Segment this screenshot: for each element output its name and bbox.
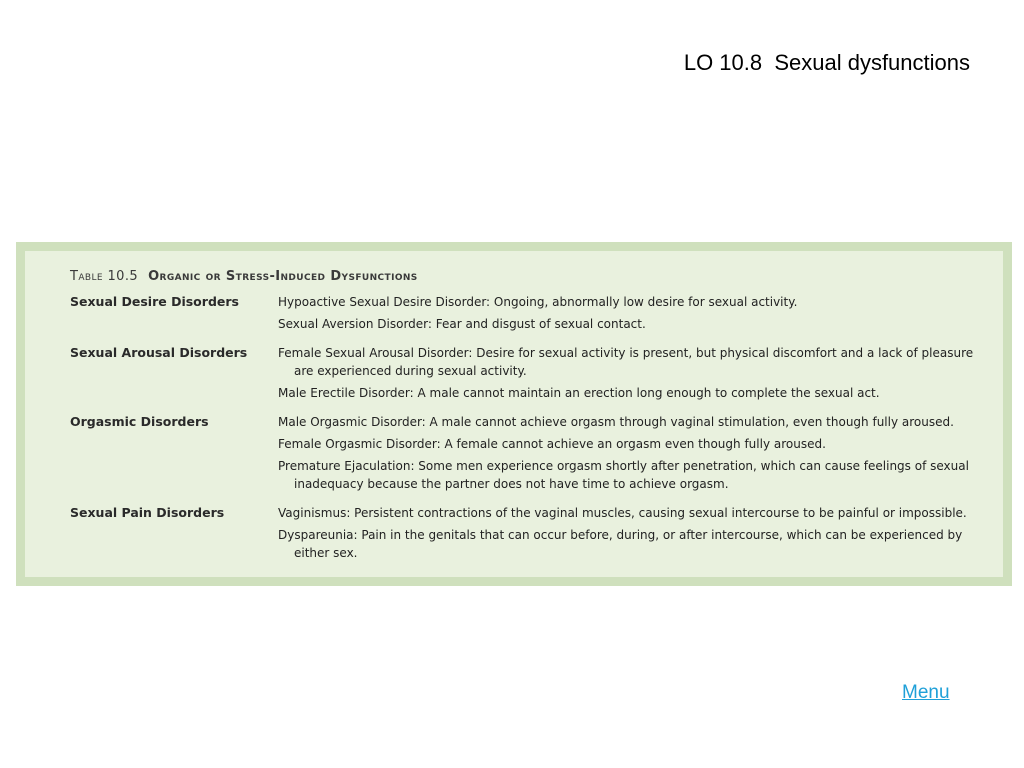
table-row-orgasmic	[70, 413, 1003, 497]
category-label: Sexual Pain Disorders	[70, 505, 225, 520]
category-label: Orgasmic Disorders	[70, 414, 209, 429]
category-items	[278, 413, 1003, 497]
table-figure	[16, 242, 1012, 586]
category-label: Sexual Desire Disorders	[70, 294, 239, 309]
disorder-item: Vaginismus: Persistent contractions of the vaginal muscles, causing sexual intercourse to be painful or impossible.	[278, 506, 967, 520]
disorder-item: Dyspareunia: Pain in the genitals that can occur before, during, or after intercourse, which can be experienced by either sex.	[278, 528, 963, 560]
table-caption	[70, 269, 1003, 284]
disorder-item: Premature Ejaculation: Some men experience orgasm shortly after penetration, which can cause feelings of sexual inadequacy because the partner does not have time to achieve orgasm.	[278, 459, 969, 491]
disorder-item: Hypoactive Sexual Desire Disorder: Ongoing, abnormally low desire for sexual activity.	[278, 295, 798, 309]
table-panel	[25, 251, 1003, 577]
disorder-item: Female Sexual Arousal Disorder: Desire for sexual activity is present, but physical discomfort and a lack of pleasure are experienced during sexual activity.	[278, 346, 974, 378]
table-row-sexual-pain	[70, 504, 1003, 566]
disorder-item: Male Orgasmic Disorder: A male cannot achieve orgasm through vaginal stimulation, even though fully aroused.	[278, 415, 954, 429]
menu-link[interactable]: Menu	[902, 682, 950, 703]
disorder-item: Sexual Aversion Disorder: Fear and disgust of sexual contact.	[278, 317, 646, 331]
table-row-sexual-desire	[70, 293, 1003, 337]
table-number: Table 10.5	[70, 269, 139, 284]
category-items	[278, 504, 1003, 566]
disorder-item: Female Orgasmic Disorder: A female cannot achieve an orgasm even though fully aroused.	[278, 437, 826, 451]
category-label: Sexual Arousal Disorders	[70, 345, 248, 360]
disorder-item: Male Erectile Disorder: A male cannot maintain an erection long enough to complete the sexual act.	[278, 386, 880, 400]
category-items	[278, 293, 1003, 337]
table-row-sexual-arousal	[70, 344, 1003, 406]
category-items	[278, 344, 1003, 406]
table-caption-text: Organic or Stress-Induced Dysfunctions	[148, 269, 418, 284]
slide-title: LO 10.8 Sexual dysfunctions	[683, 50, 970, 75]
